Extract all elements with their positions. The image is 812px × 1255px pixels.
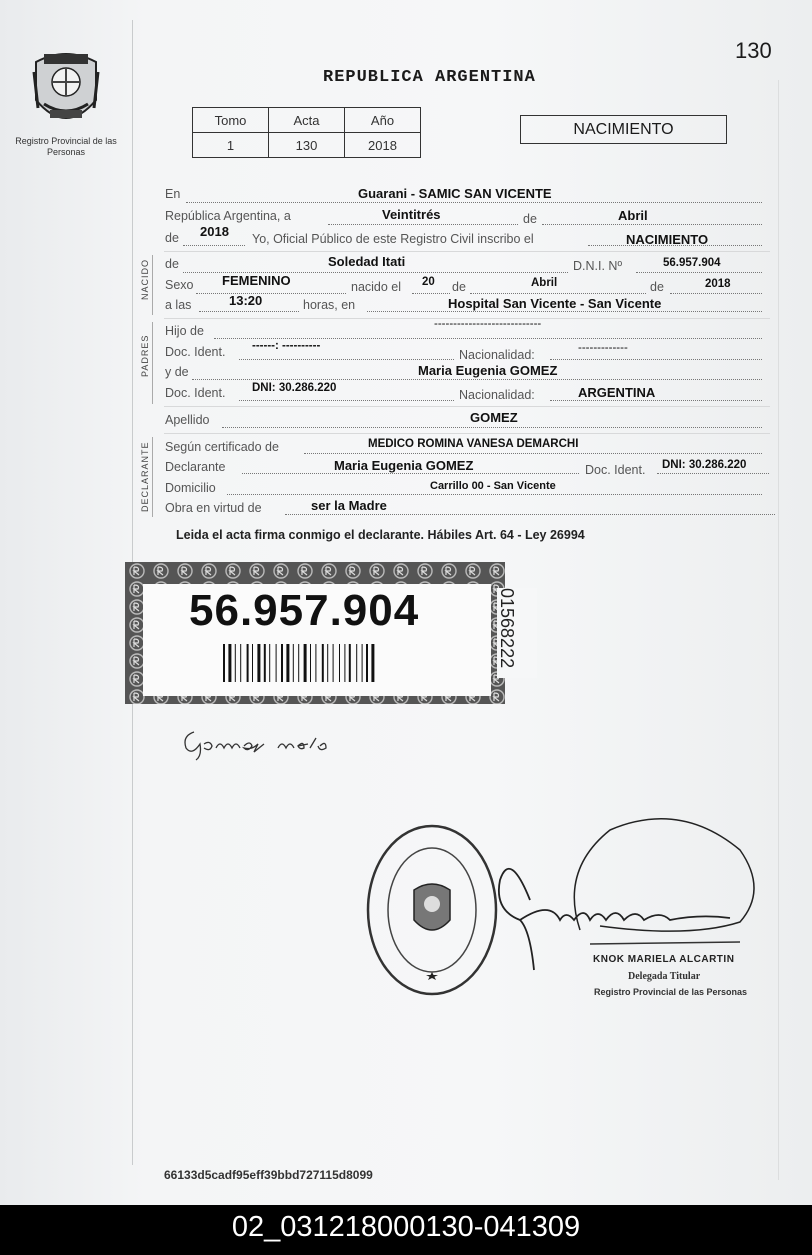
label-doc-ident: Doc. Ident. bbox=[165, 345, 226, 359]
section-label-nacido: NACIDO bbox=[140, 258, 150, 300]
label-de-anio-nac: de bbox=[650, 280, 664, 294]
label-sexo: Sexo bbox=[165, 278, 194, 292]
label-doc-ident-declarante: Doc. Ident. bbox=[585, 463, 646, 477]
registry-value-anio: 2018 bbox=[345, 133, 421, 158]
dni-sticker-number: 56.957.904 bbox=[189, 586, 420, 635]
official-office: Registro Provincial de las Personas bbox=[594, 987, 748, 997]
dotted-line bbox=[186, 202, 762, 203]
value-dia-nac: 20 bbox=[422, 276, 435, 288]
registry-value-acta: 130 bbox=[269, 133, 345, 158]
dotted-line bbox=[542, 224, 762, 225]
label-domicilio: Domicilio bbox=[165, 481, 216, 495]
dotted-line bbox=[657, 473, 769, 474]
label-de-anio: de bbox=[165, 231, 179, 245]
official-name: KNOK MARIELA ALCARTIN bbox=[593, 954, 735, 965]
value-nombre: Soledad Itati bbox=[328, 254, 406, 269]
document-hash: 66133d5cadf95eff39bbd727115d8099 bbox=[164, 1168, 373, 1182]
label-a-las: a las bbox=[165, 298, 192, 312]
registry-header-tomo: Tomo bbox=[193, 108, 269, 133]
value-anio: 2018 bbox=[200, 224, 229, 239]
dotted-line bbox=[285, 514, 775, 515]
value-padre-nac: ------------- bbox=[578, 342, 628, 354]
value-domicilio: Carrillo 00 - San Vicente bbox=[430, 480, 556, 492]
label-declarante: Declarante bbox=[165, 460, 226, 474]
dotted-line bbox=[550, 359, 762, 360]
label-apellido: Apellido bbox=[165, 413, 210, 427]
label-obra: Obra en virtud de bbox=[165, 501, 262, 515]
value-certificado: MEDICO ROMINA VANESA DEMARCHI bbox=[368, 438, 579, 450]
value-declarante-doc: DNI: 30.286.220 bbox=[662, 459, 747, 471]
dotted-line bbox=[183, 245, 245, 246]
value-obra: ser la Madre bbox=[311, 498, 387, 513]
label-hijo-de: Hijo de bbox=[165, 324, 204, 338]
dotted-line bbox=[670, 293, 762, 294]
dotted-line bbox=[199, 311, 299, 312]
label-dni: D.N.I. Nº bbox=[573, 259, 623, 273]
label-horas-en: horas, en bbox=[303, 298, 356, 312]
page-title: REPUBLICA ARGENTINA bbox=[323, 68, 536, 87]
record-type-box: NACIMIENTO bbox=[520, 115, 727, 144]
section-label-declarante: DECLARANTE bbox=[140, 441, 150, 512]
label-doc-ident-madre: Doc. Ident. bbox=[165, 386, 226, 400]
dotted-line bbox=[550, 400, 762, 401]
value-padre: ---------------------------- bbox=[434, 318, 542, 330]
label-nacido-el: nacido el bbox=[351, 280, 402, 294]
label-segun: Según certificado de bbox=[165, 440, 279, 454]
section-bar bbox=[152, 437, 153, 517]
dni-sticker bbox=[125, 562, 517, 704]
declarant-signature bbox=[180, 722, 330, 762]
row-rule bbox=[164, 433, 770, 434]
label-nacionalidad-madre: Nacionalidad: bbox=[459, 388, 535, 402]
row-rule bbox=[164, 251, 770, 252]
dotted-line bbox=[222, 427, 762, 428]
dotted-line bbox=[470, 293, 646, 294]
section-bar bbox=[152, 255, 153, 315]
row-rule bbox=[164, 406, 770, 407]
barcode bbox=[223, 644, 437, 682]
label-de-mes: de bbox=[452, 280, 466, 294]
label-de: de bbox=[523, 212, 537, 226]
value-apellido: GOMEZ bbox=[470, 410, 518, 425]
dotted-line bbox=[304, 453, 762, 454]
value-declarante: Maria Eugenia GOMEZ bbox=[334, 458, 474, 473]
value-hora: 13:20 bbox=[229, 293, 263, 308]
value-acto: NACIMIENTO bbox=[626, 232, 709, 247]
label-en: En bbox=[165, 187, 181, 201]
value-sexo: FEMENINO bbox=[222, 273, 291, 288]
dotted-line bbox=[328, 224, 518, 225]
legal-notice: Leida el acta firma conmigo el declarante. Hábiles Art. 64 - Ley 26994 bbox=[176, 528, 585, 542]
section-bar bbox=[152, 322, 153, 404]
registry-header-acta: Acta bbox=[269, 108, 345, 133]
value-madre-doc: DNI: 30.286.220 bbox=[252, 382, 337, 394]
value-lugar: Guarani - SAMIC SAN VICENTE bbox=[358, 186, 552, 201]
dotted-line bbox=[412, 293, 450, 294]
label-republica: República Argentina, a bbox=[165, 209, 291, 223]
section-label-padres: PADRES bbox=[140, 334, 150, 377]
value-madre: Maria Eugenia GOMEZ bbox=[418, 363, 558, 378]
dotted-line bbox=[192, 379, 762, 380]
dotted-line bbox=[239, 359, 454, 360]
dotted-line bbox=[242, 473, 579, 474]
registry-value-tomo: 1 bbox=[193, 133, 269, 158]
dotted-line bbox=[227, 494, 762, 495]
value-dia-letras: Veintitrés bbox=[382, 207, 441, 222]
logo-caption: Registro Provincial de las Personas bbox=[15, 136, 117, 157]
value-mes: Abril bbox=[618, 208, 648, 223]
dotted-line bbox=[214, 338, 762, 339]
value-anio-nac: 2018 bbox=[705, 278, 731, 290]
footer-bar bbox=[0, 1205, 812, 1255]
registry-table bbox=[192, 107, 421, 158]
dotted-line bbox=[636, 272, 762, 273]
label-de-nombre: de bbox=[165, 257, 179, 271]
province-emblem-logo bbox=[28, 48, 104, 132]
dni-serial: 01568222 bbox=[497, 588, 517, 669]
label-nacionalidad: Nacionalidad: bbox=[459, 348, 535, 362]
value-madre-nac: ARGENTINA bbox=[578, 385, 656, 400]
footer-code: 02_031218000130-041309 bbox=[231, 1211, 581, 1243]
dotted-line bbox=[196, 293, 346, 294]
official-seal bbox=[364, 822, 500, 998]
label-y-de: y de bbox=[165, 365, 189, 379]
value-dni: 56.957.904 bbox=[663, 257, 721, 269]
value-padre-doc: ------: ---------- bbox=[252, 340, 321, 352]
dotted-line bbox=[367, 311, 762, 312]
value-mes-nac: Abril bbox=[531, 277, 558, 289]
official-role: Delegada Titular bbox=[628, 971, 701, 982]
dotted-line bbox=[239, 400, 454, 401]
page-number: 130 bbox=[735, 38, 772, 63]
registry-header-anio: Año bbox=[345, 108, 421, 133]
value-lugar-nac: Hospital San Vicente - San Vicente bbox=[448, 296, 662, 311]
right-margin-line bbox=[778, 80, 779, 1180]
label-yo: Yo, Oficial Público de este Registro Civil inscribo el bbox=[252, 232, 534, 246]
